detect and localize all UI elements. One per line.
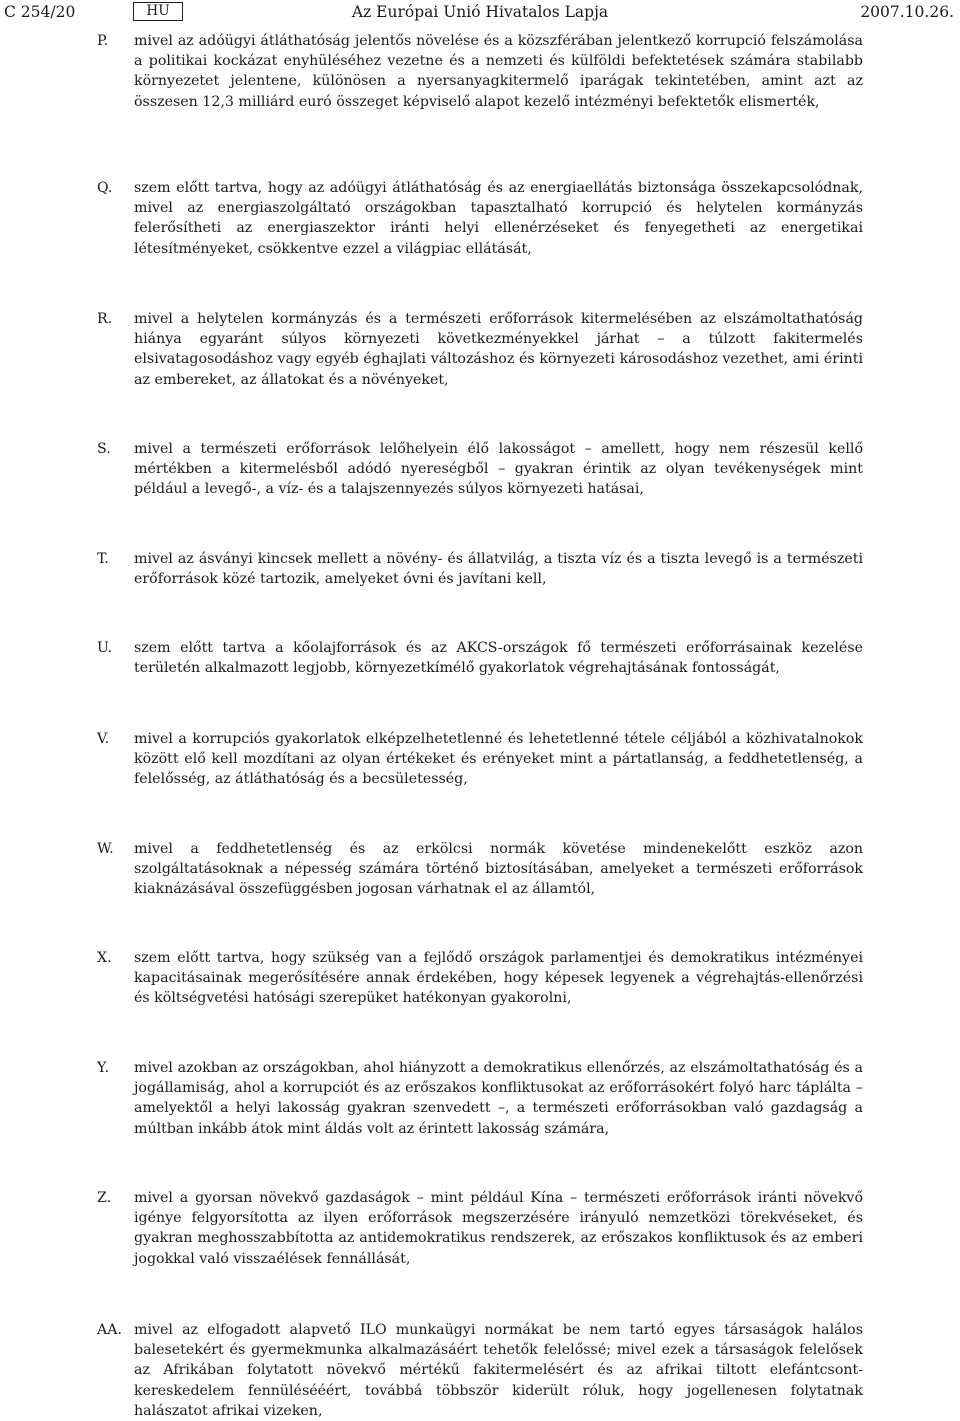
page-header: [0, 0, 960, 28]
recital-text: mivel azokban az országokban, ahol hiányzott a demokratikus ellenőrzés, az elszámoltathatóság és a jogállamiság, ahol a korrupciót és az erőszakos konfliktusokat az erőforrásokért folyó harc táplálta – amelyektől a helyi lakosság gyakran szenvedett –, a természeti erőforrásokban való gazdagság a múltban inkább átok mint áldás volt az érintett lakosság számára,: [134, 1060, 863, 1137]
recital-letter: AA.: [97, 1322, 123, 1338]
publication-date: 2007.10.26.: [860, 3, 954, 21]
recital-letter: U.: [97, 640, 113, 656]
recital-text: szem előtt tartva, hogy szükség van a fejlődő országok parlamentjei és demokratikus intézményei kapacitásainak megerősítésére annak érdekében, hogy képesek legyenek a végrehajtás-ellenőrzési és költségvetési hatósági szerepüket hatékonyan gyakorolni,: [134, 950, 863, 1007]
language-code-box: HU: [133, 2, 183, 21]
recital-text: mivel a helytelen kormányzás és a természeti erőforrások kitermelésében az elszámoltathatóság hiánya egyaránt súlyos környezeti következményekkel járhat – a túlzott fakitermelés elsivatagosodáshoz vagy egyéb éghajlati változáshoz és környezeti károsodáshoz vezethet, ami érinti az embereket, az állatokat és a növényeket,: [134, 311, 863, 388]
recital-x: [0, 948, 960, 1009]
recital-u: [0, 638, 960, 678]
recital-t: [0, 549, 960, 589]
recital-w: [0, 839, 960, 900]
journal-title: Az Európai Unió Hivatalos Lapja: [351, 3, 609, 21]
recital-text: mivel az elfogadott alapvető ILO munkaügyi normákat be nem tartó egyes társaságok halálos balesetekért és gyermekmunka alkalmazásáért tehetők felelőssé; mivel ezek a társaságok felelősek az Afrikában folytatott növekvő mértékű fakitermelésért és az afrikai tiltott elefántcsont-kereskedelem fennülésééért, továbbá többször kiderült róluk, hogy jogellenesen folytatnak halászatot afrikai vizeken,: [134, 1322, 863, 1419]
recital-letter: V.: [97, 731, 110, 747]
recital-letter: R.: [97, 311, 113, 327]
recital-letter: X.: [97, 950, 112, 966]
recital-p: [0, 31, 960, 112]
recital-r: [0, 309, 960, 390]
recital-s: [0, 439, 960, 500]
recital-q: [0, 178, 960, 259]
recital-letter: Z.: [97, 1190, 112, 1206]
recital-letter: S.: [97, 441, 111, 457]
recital-y: [0, 1058, 960, 1139]
recital-text: mivel a természeti erőforrások lelőhelyein élő lakosságot – amellett, hogy nem részesül kellő mértékben a kitermelésből adódó nyereségből – gyakran érintik az olyan tevékenységek mint például a levegő-, a víz- és a talajszennyezés súlyos környezeti hatásai,: [134, 441, 863, 498]
recital-z: [0, 1188, 960, 1269]
page-reference: C 254/20: [4, 3, 76, 21]
recital-letter: W.: [97, 841, 114, 857]
recital-aa: [0, 1320, 960, 1421]
recital-text: szem előtt tartva a kőolajforrások és az AKCS-országok fő természeti erőforrásainak kezelése területén alkalmazott legjobb, környezetkímélő gyakorlatok végrehajtásának fontosságát,: [134, 640, 863, 677]
recital-letter: Y.: [97, 1060, 110, 1076]
recital-letter: Q.: [97, 180, 113, 196]
recital-text: mivel a feddhetetlenség és az erkölcsi normák követése mindenekelőtt eszköz azon szolgáltatásoknak a népesség számára történő biztosításában, amelyeket a természeti erőforrások kiaknázásával összefüggésben jogosan várhatnak el az államtól,: [134, 841, 863, 898]
recital-text: mivel az ásványi kincsek mellett a növény- és állatvilág, a tiszta víz és a tiszta levegő is a természeti erőforrások közé tartozik, amelyeket óvni és javítani kell,: [134, 551, 863, 588]
recital-letter: T.: [97, 551, 109, 567]
recital-text: mivel a gyorsan növekvő gazdaságok – mint például Kína – természeti erőforrások iránti növekvő igénye felgyorsította az ilyen erőforrások megszerzésére irányuló nemzetközi törekvéseket, és gyakran meghosszabbította az antidemokratikus rendszerek, az erőszakos konfliktusok és az emberi jogokkal való visszaélések fennállását,: [134, 1190, 863, 1267]
recital-text: szem előtt tartva, hogy az adóügyi átláthatóság és az energiaellátás biztonsága összekapcsolódnak, mivel az energiaszolgáltató országokban tapasztalható korrupció és helytelen kormányzás felerősítheti az energiaszektor iránti helyi ellenérzéseket és fenyegetheti az energetikai létesítményeket, csökkentve ezzel a világpiac ellátását,: [134, 180, 863, 257]
recital-text: mivel az adóügyi átláthatóság jelentős növelése és a közszférában jelentkező korrupció felszámolása a politikai kockázat enyhüléséhez vezetne és a nemzeti és külföldi befektetések számára stabilabb környezetet jelentene, különösen a nyersanyagkitermelő iparágak tekintetében, amint azt az összesen 12,3 milliárd euró összeget képviselő alapot kezelő intézményi befektetők elismerték,: [134, 33, 863, 110]
recital-v: [0, 729, 960, 790]
recital-letter: P.: [97, 33, 109, 49]
recital-text: mivel a korrupciós gyakorlatok elképzelhetetlenné és lehetetlenné tétele céljából a közhivatalnokok között elő kell mozdítani az olyan értékeket és erényeket mint a pártatlanság, a feddhetetlenség, a felelősség, az átláthatóság és a becsületesség,: [134, 731, 863, 788]
